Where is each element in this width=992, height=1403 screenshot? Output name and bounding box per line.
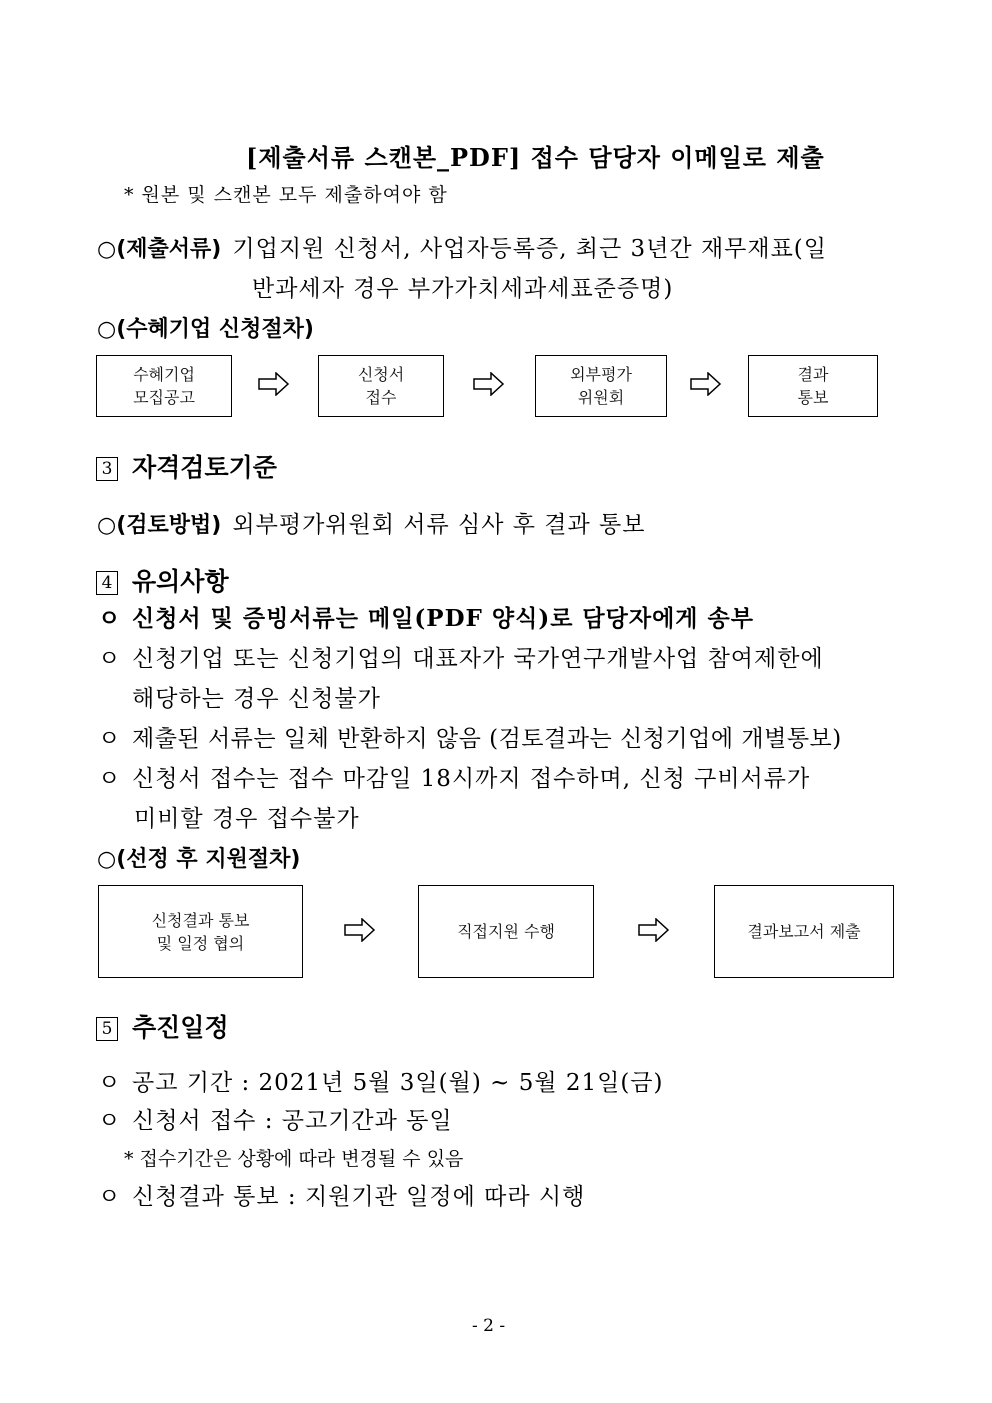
step-line: 결과보고서 제출	[747, 922, 861, 941]
notice-text: 신청기업 또는 신청기업의 대표자가 국가연구개발사업 참여제한에	[132, 646, 824, 672]
procedure-step-2	[318, 355, 444, 417]
step-line: 접수	[365, 388, 397, 407]
support-step-2	[418, 885, 594, 978]
notice-text: 신청서 및 증빙서류는 메일(PDF 양식)로 담당자에게 송부	[132, 605, 754, 632]
schedule-note: * 접수기간은 상황에 따라 변경될 수 있음	[124, 1148, 464, 1170]
section-title: 추진일정	[132, 1013, 229, 1042]
step-line: 위원회	[577, 388, 625, 407]
notice-text: 신청서 접수는 접수 마감일 18시까지 접수하며, 신청 구비서류가	[132, 766, 811, 792]
section-3-heading	[96, 448, 277, 484]
submit-note: * 원본 및 스캔본 모두 제출하여야 함	[124, 184, 448, 206]
support-step-1	[98, 885, 303, 978]
section-number: 5	[96, 1017, 118, 1041]
step-line: 결과	[797, 365, 829, 384]
step-line: 및 일정 협의	[156, 933, 245, 953]
bullet-icon: ㅇ	[98, 1070, 122, 1096]
step-line: 통보	[797, 388, 829, 407]
section-5-heading	[96, 1008, 229, 1044]
submit-title: [제출서류 스캔본_PDF] 접수 담당자 이메일로 제출	[246, 143, 825, 172]
arrow-right-icon	[258, 372, 290, 396]
notice-item-1	[98, 600, 754, 633]
arrow-right-icon	[690, 372, 722, 396]
schedule-text: 공고 기간 : 2021년 5월 3일(월) ~ 5월 21일(금)	[132, 1070, 664, 1096]
bullet-icon: ㅇ	[98, 1184, 122, 1210]
section-title: 유의사항	[132, 567, 229, 596]
procedure-label: ○(수혜기업 신청절차)	[97, 317, 314, 342]
step-line: 수혜기업	[133, 365, 195, 384]
bullet-icon: ㅇ	[98, 1108, 122, 1134]
support-procedure-label: ○(선정 후 지원절차)	[97, 847, 301, 872]
step-line: 모집공고	[133, 388, 195, 407]
notice-text: 제출된 서류는 일체 반환하지 않음 (검토결과는 신청기업에 개별통보)	[132, 726, 842, 752]
bullet-icon: ㅇ	[98, 726, 121, 752]
review-method	[97, 506, 645, 539]
arrow-right-icon	[638, 918, 670, 942]
schedule-text: 신청결과 통보 : 지원기관 일정에 따라 시행	[132, 1184, 586, 1210]
support-step-3	[714, 885, 894, 978]
step-line: 직접지원 수행	[457, 922, 555, 941]
schedule-item-3	[98, 1178, 585, 1211]
schedule-text: 신청서 접수 : 공고기간과 동일	[132, 1108, 453, 1134]
notice-item-4	[98, 760, 810, 793]
step-line: 신청서	[357, 365, 405, 384]
bullet-icon: ㅇ	[98, 766, 122, 792]
procedure-step-3	[535, 355, 667, 417]
step-line: 신청결과 통보	[151, 910, 250, 930]
bullet-icon: ㅇ	[98, 605, 122, 632]
notice-text-cont: 미비할 경우 접수불가	[134, 806, 360, 832]
arrow-right-icon	[473, 372, 505, 396]
notice-text-cont: 해당하는 경우 신청불가	[132, 686, 381, 712]
schedule-item-2	[98, 1102, 453, 1135]
required-docs-label: ○(제출서류)	[97, 237, 222, 262]
section-title: 자격검토기준	[132, 453, 277, 482]
arrow-right-icon	[344, 918, 376, 942]
page-number: - 2 -	[472, 1316, 506, 1336]
required-docs	[97, 230, 827, 263]
notice-item-2	[98, 640, 824, 673]
review-method-label: ○(검토방법)	[97, 513, 222, 538]
bullet-icon: ㅇ	[98, 646, 122, 672]
section-4-heading	[96, 562, 229, 598]
procedure-step-1	[96, 355, 232, 417]
step-line: 외부평가	[570, 365, 632, 384]
section-number: 3	[96, 457, 118, 481]
procedure-step-4	[748, 355, 878, 417]
required-docs-line1: 기업지원 신청서, 사업자등록증, 최근 3년간 재무재표(일	[232, 236, 828, 262]
review-method-text: 외부평가위원회 서류 심사 후 결과 통보	[232, 512, 646, 538]
schedule-item-1	[98, 1064, 664, 1097]
notice-item-3	[98, 720, 842, 753]
required-docs-line2: 반과세자 경우 부가가치세과세표준증명)	[252, 276, 674, 302]
section-number: 4	[96, 571, 118, 595]
